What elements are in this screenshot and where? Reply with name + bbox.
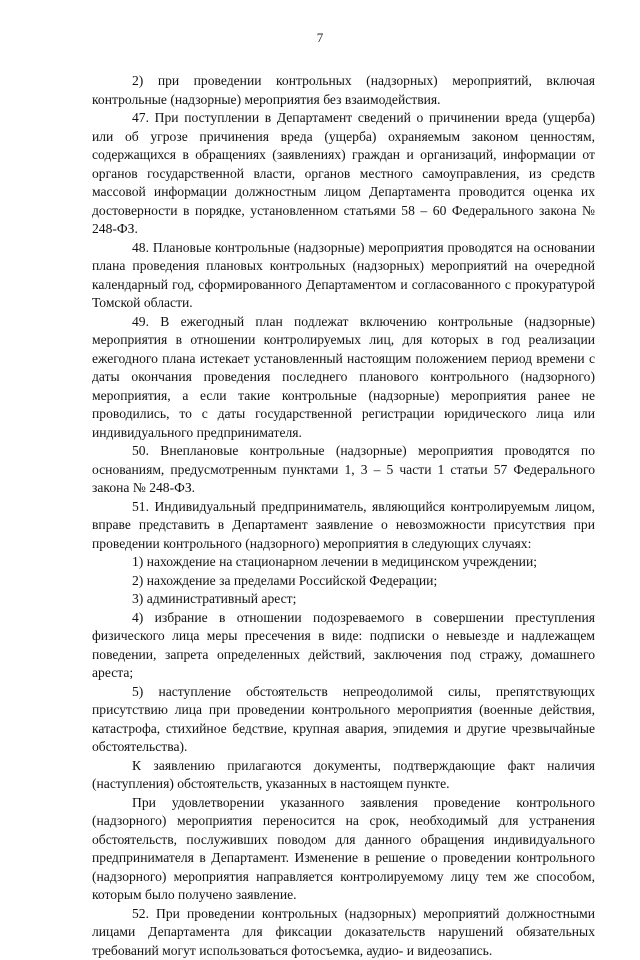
list-item-1: 1) нахождение на стационарном лечении в медицинском учреждении; — [92, 553, 595, 572]
paragraph-49: 49. В ежегодный план подлежат включению контрольные (надзорные) мероприятия в отношении контролируемых лиц, для которых в год реализации ежегодного плана истекает установленный настоящим положением период времени с даты окончания проведения последнего планового контрольного (надзорного) мероприятия, а если такие контрольные (надзорные) мероприятия ранее не проводились, то с даты государственной регистрации юридического лица или индивидуального предпринимателя. — [92, 313, 595, 443]
page-number: 7 — [0, 30, 640, 46]
paragraph-52: 52. При проведении контрольных (надзорных) мероприятий должностными лицами Департамента для фиксации доказательств нарушений обязательных требований могут использоваться фотосъемка, аудио- и видеозапись. — [92, 905, 595, 960]
list-item-4: 4) избрание в отношении подозреваемого в совершении преступления физического лица меры пресечения в виде: подписки о невыезде и надлежащем поведении, запрета определенных действий, заключения под стражу, домашнего ареста; — [92, 609, 595, 683]
paragraph-attachments: К заявлению прилагаются документы, подтверждающие факт наличия (наступления) обстоятельств, указанных в настоящем пункте. — [92, 757, 595, 794]
document-body — [92, 72, 595, 960]
paragraph-48: 48. Плановые контрольные (надзорные) мероприятия проводятся на основании плана проведения плановых контрольных (надзорных) мероприятий на очередной календарный год, сформированного Департаментом и согласованного с прокуратурой Томской области. — [92, 239, 595, 313]
list-item-3: 3) административный арест; — [92, 590, 595, 609]
paragraph-51: 51. Индивидуальный предприниматель, являющийся контролируемым лицом, вправе представить в Департамент заявление о невозможности присутствия при проведении контрольного (надзорного) мероприятия в следующих случаях: — [92, 498, 595, 554]
list-item-2: 2) нахождение за пределами Российской Федерации; — [92, 572, 595, 591]
paragraph-item-2: 2) при проведении контрольных (надзорных) мероприятий, включая контрольные (надзорные) мероприятия без взаимодействия. — [92, 72, 595, 109]
paragraph-postponement: При удовлетворении указанного заявления проведение контрольного (надзорного) мероприятия переносится на срок, необходимый для устранения обстоятельств, послуживших поводом для данного обращения индивидуального предпринимателя в Департамент. Изменение в решение о проведении контрольного (надзорного) мероприятия направляется контролируемому лицу тем же способом, которым было получено заявление. — [92, 794, 595, 905]
paragraph-50: 50. Внеплановые контрольные (надзорные) мероприятия проводятся по основаниям, предусмотренным пунктами 1, 3 – 5 части 1 статьи 57 Федерального закона № 248-ФЗ. — [92, 442, 595, 498]
paragraph-47: 47. При поступлении в Департамент сведений о причинении вреда (ущерба) или об угрозе причинения вреда (ущерба) охраняемым законом ценностям, содержащихся в обращениях (заявлениях) граждан и организаций, информации от органов государственной власти, органов местного самоуправления, из средств массовой информации должностным лицом Департамента проводится оценка их достоверности в порядке, установленном статьями 58 – 60 Федерального закона № 248-ФЗ. — [92, 109, 595, 239]
list-item-5: 5) наступление обстоятельств непреодолимой силы, препятствующих присутствию лица при проведении контрольного мероприятия (военные действия, катастрофа, стихийное бедствие, крупная авария, эпидемия и другие чрезвычайные обстоятельства). — [92, 683, 595, 757]
